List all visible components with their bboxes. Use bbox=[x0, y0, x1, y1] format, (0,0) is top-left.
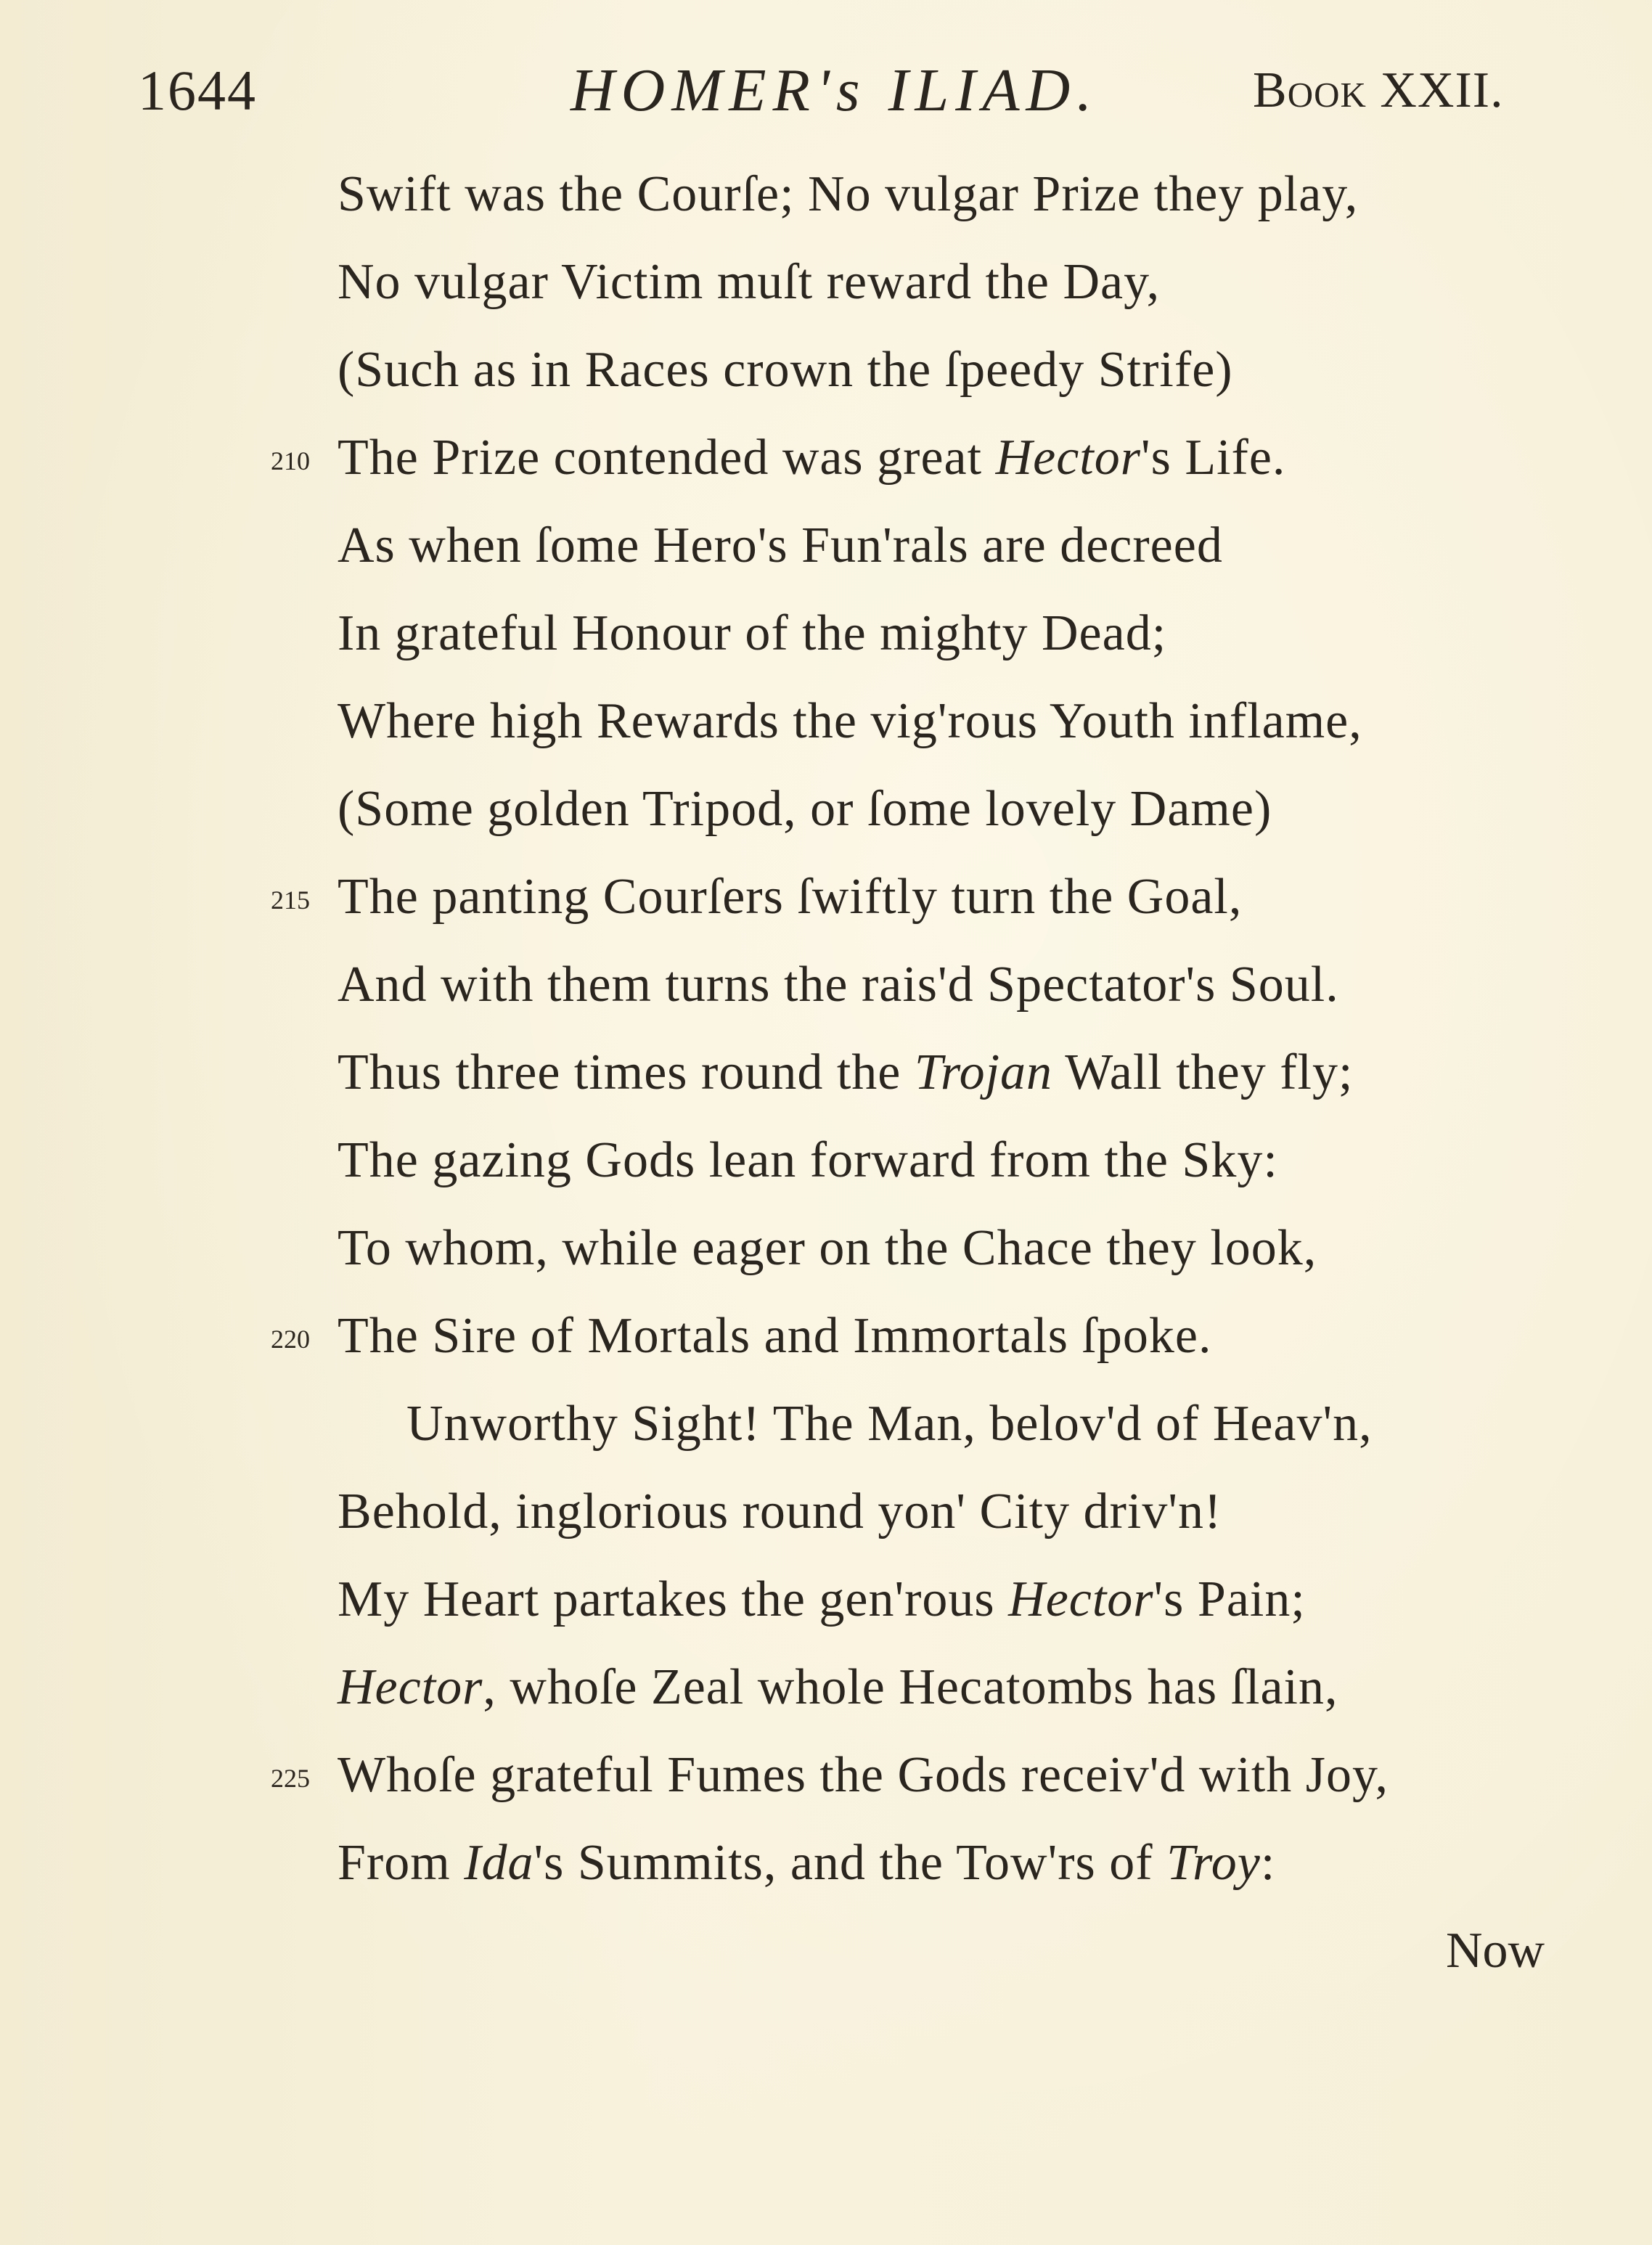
verse-line bbox=[338, 510, 1223, 582]
verse-text: , whoſe Zeal whole Hecatombs has ſlain, bbox=[483, 1659, 1338, 1715]
verse-text: My Heart partakes the gen'rous bbox=[338, 1571, 1009, 1627]
verse-line bbox=[338, 1476, 1222, 1548]
verse-text: 's Life. bbox=[1140, 430, 1286, 486]
verse-italic: Trojan bbox=[914, 1044, 1053, 1100]
verse-text: Whoſe grateful Fumes the Gods receiv'd with Joy, bbox=[338, 1747, 1389, 1803]
verse-line bbox=[338, 1827, 1275, 1900]
verse-text: As when ſome Hero's Fun'rals are decreed bbox=[338, 518, 1223, 573]
verse-line bbox=[338, 597, 1166, 670]
verse-line bbox=[338, 1036, 1353, 1109]
verse-line bbox=[271, 1300, 1212, 1373]
verse-line bbox=[338, 773, 1272, 846]
verse-text: In grateful Honour of the mighty Dead; bbox=[338, 605, 1167, 661]
verse-line bbox=[271, 422, 1286, 494]
verse-line bbox=[338, 949, 1339, 1021]
line-number: 220 bbox=[271, 1325, 310, 1354]
verse-text: The Sire of Mortals and Immortals ſpoke. bbox=[338, 1308, 1212, 1364]
verse-text: Swift was the Courſe; No vulgar Prize they play, bbox=[338, 166, 1359, 222]
verse-text: And with them turns the rais'd Spectator's Soul. bbox=[338, 957, 1339, 1013]
verse-text: To whom, while eager on the Chace they look, bbox=[338, 1220, 1317, 1276]
page-number: 1644 bbox=[138, 59, 257, 122]
verse-text: Behold, inglorious round yon' City driv'n! bbox=[338, 1484, 1222, 1539]
verse-line bbox=[338, 246, 1160, 319]
verse-line bbox=[338, 685, 1362, 758]
verse-line bbox=[338, 1212, 1317, 1285]
verse-text: (Some golden Tripod, or ſome lovely Dame) bbox=[338, 781, 1272, 837]
verse-italic: Hector bbox=[1008, 1571, 1154, 1627]
verse-line bbox=[338, 1651, 1338, 1724]
verse-line bbox=[406, 1388, 1373, 1460]
verse-line bbox=[271, 1739, 1389, 1812]
verse-italic: Ida bbox=[464, 1835, 534, 1891]
verse-line bbox=[338, 334, 1233, 406]
verse-text: The Prize contended was great bbox=[338, 430, 996, 486]
verse-text: The panting Courſers ſwiftly turn the Goal, bbox=[338, 869, 1243, 925]
verse-line bbox=[338, 1563, 1306, 1636]
line-number: 225 bbox=[271, 1764, 310, 1793]
verse-line bbox=[271, 861, 1243, 933]
line-number: 215 bbox=[271, 886, 310, 915]
verse-line bbox=[338, 158, 1358, 231]
verse-text: Where high Rewards the vig'rous Youth inflame, bbox=[338, 693, 1362, 749]
verse-text: : bbox=[1260, 1835, 1276, 1891]
book-label: Book XXII. bbox=[1253, 62, 1504, 118]
verse-text: Wall they fly; bbox=[1052, 1044, 1354, 1100]
verse-line bbox=[338, 1124, 1278, 1197]
line-number: 210 bbox=[271, 446, 310, 475]
verse-italic: Hector bbox=[338, 1659, 483, 1715]
verse-italic: Hector bbox=[995, 430, 1141, 486]
verse-text: 's Summits, and the Tow'rs of bbox=[533, 1835, 1167, 1891]
verse-text: Unworthy Sight! The Man, belov'd of Heav'n, bbox=[406, 1396, 1373, 1452]
verse-text: From bbox=[338, 1835, 465, 1891]
verse-text: No vulgar Victim muſt reward the Day, bbox=[338, 254, 1161, 310]
verse-text: The gazing Gods lean forward from the Sky: bbox=[338, 1132, 1278, 1188]
verse-text: Thus three times round the bbox=[338, 1044, 915, 1100]
verse-text: (Such as in Races crown the ſpeedy Strife) bbox=[338, 342, 1233, 398]
verse-italic: Troy bbox=[1166, 1835, 1261, 1891]
running-title: HOMER's ILIAD. bbox=[571, 57, 1099, 124]
catchword: Now bbox=[1446, 1923, 1545, 1979]
verse-text: 's Pain; bbox=[1153, 1571, 1306, 1627]
